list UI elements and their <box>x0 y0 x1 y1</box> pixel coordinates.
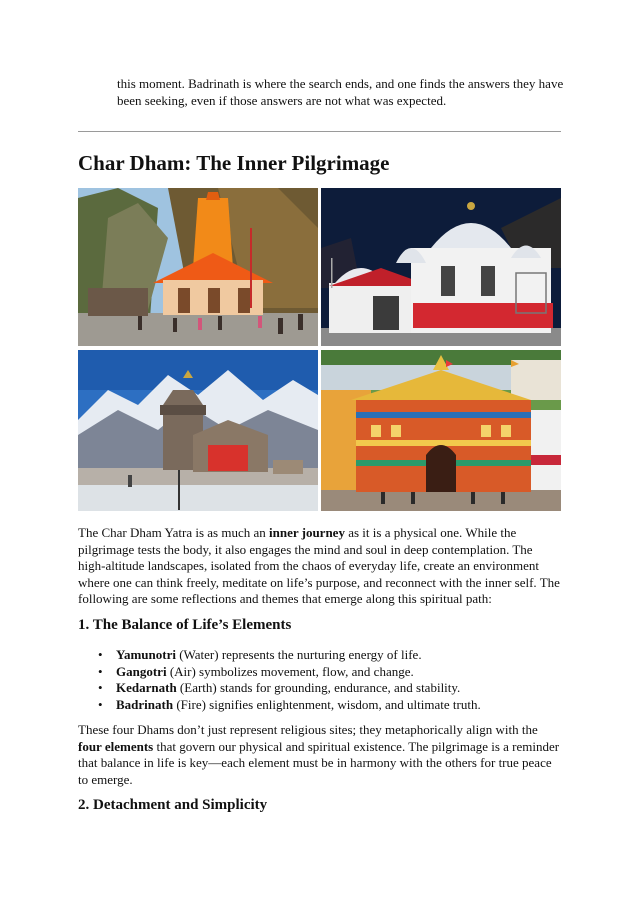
list-item <box>78 647 561 664</box>
temple-photo-collage <box>78 188 561 511</box>
bold-phrase: inner journey <box>269 525 345 540</box>
badrinath-temple-photo <box>321 350 561 511</box>
list-item <box>78 680 561 697</box>
list-item-text: (Earth) stands for grounding, endurance, and stability. <box>176 680 461 695</box>
bullet-glyph: • <box>98 696 103 712</box>
paragraph-text: as it is a physical one. While the pilgrimage tests the body, it also engages the mind and soul in deep contemplation. The high-altitude landscapes, isolated from the chaos of everyday life, create an environment where one can think freely, meditate on life’s purpose, and reconnect with the inner self. The following are some reflections and themes that emerge along this spiritual path: <box>78 525 560 606</box>
dham-name: Yamunotri <box>116 647 176 662</box>
list-item <box>78 664 561 681</box>
bullet-glyph: • <box>98 647 103 662</box>
dham-name: Gangotri <box>116 663 167 679</box>
subheading-detachment-simplicity: 2. Detachment and Simplicity <box>78 797 268 813</box>
bullet-glyph: • <box>98 680 103 695</box>
body-paragraph-inner-journey <box>78 525 561 608</box>
paragraph-text: The Char Dham Yatra is as much an <box>78 525 269 540</box>
dham-name: Badrinath <box>116 696 174 712</box>
list-item <box>78 697 561 714</box>
kedarnath-temple-photo <box>78 350 318 511</box>
gangotri-temple-photo <box>321 188 561 346</box>
yamunotri-temple-photo <box>78 188 318 346</box>
list-item-text: (Air) symbolizes movement, flow, and change. <box>166 663 414 679</box>
list-item-text: (Fire) signifies enlightenment, wisdom, and ultimate truth. <box>173 696 481 712</box>
horizontal-divider <box>78 131 561 132</box>
bullet-glyph: • <box>98 663 103 679</box>
body-paragraph-four-elements <box>78 722 561 788</box>
intro-paragraph: this moment. Badrinath is where the search ends, and one finds the answers they have been seeking, even if those answers are not what was expected. <box>117 76 564 108</box>
section-title: Char Dham: The Inner Pilgrimage <box>78 151 390 175</box>
elements-bullet-list <box>78 647 561 713</box>
bold-phrase: four elements <box>78 738 154 754</box>
paragraph-text: These four Dhams don’t just represent religious sites; they metaphorically align with the <box>78 722 538 737</box>
paragraph-text: that govern our physical and spiritual existence. The pilgrimage is a reminder that balance in life is key—each element must be in harmony with the others for true peace to emerge. <box>78 738 560 787</box>
subheading-balance-of-elements: 1. The Balance of Life’s Elements <box>78 617 292 633</box>
dham-name: Kedarnath <box>116 680 177 695</box>
list-item-text: (Water) represents the nurturing energy of life. <box>175 647 422 662</box>
